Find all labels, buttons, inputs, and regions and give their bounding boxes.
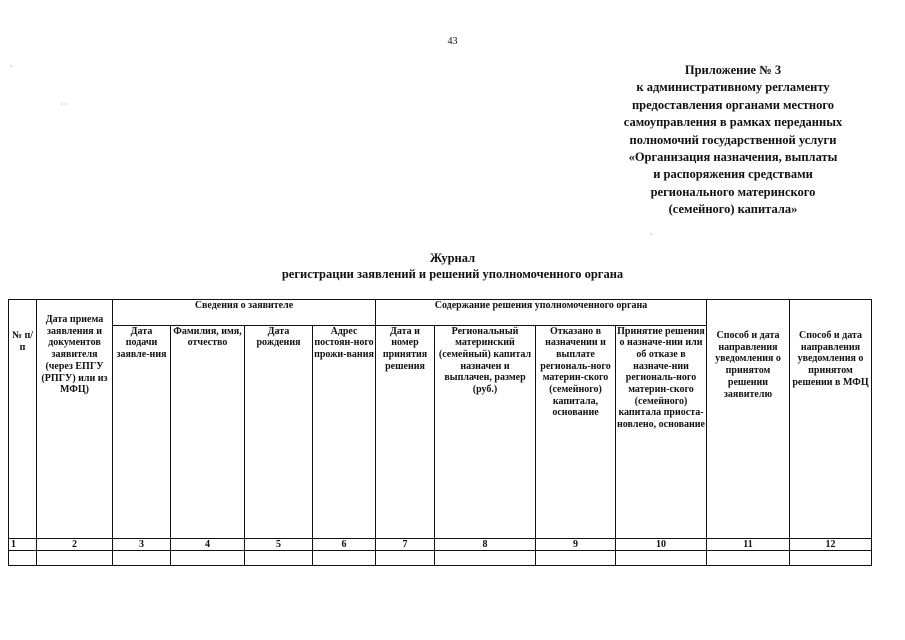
column-header: Дата подачи заявле-ния xyxy=(113,325,171,538)
column-number: 12 xyxy=(790,539,872,551)
empty-cell xyxy=(536,551,616,566)
column-number: 3 xyxy=(113,539,171,551)
empty-cell xyxy=(435,551,536,566)
appendix-line: предоставления органами местного xyxy=(631,97,835,112)
column-number: 1 xyxy=(9,539,37,551)
scan-speck: · xyxy=(10,62,13,71)
column-number: 2 xyxy=(37,539,113,551)
column-header: Дата приема заявления и документов заявителя (через ЕПГУ (РПГУ) или из МФЦ) xyxy=(37,300,113,539)
column-number: 10 xyxy=(616,539,707,551)
column-header: Адрес постоян-ного прожи-вания xyxy=(313,325,376,538)
empty-cell xyxy=(707,551,790,566)
column-header: Способ и дата направления уведомления о принятом решении заявителю xyxy=(707,300,790,539)
column-number: 7 xyxy=(376,539,435,551)
empty-cell xyxy=(790,551,872,566)
empty-cell xyxy=(313,551,376,566)
appendix-line: и распоряжения средствами xyxy=(653,167,813,182)
column-number-row xyxy=(9,539,872,551)
empty-cell xyxy=(37,551,113,566)
scan-speck: · xyxy=(650,230,653,239)
header-group-row xyxy=(9,300,872,326)
appendix-line: (семейного) капитала» xyxy=(668,202,798,217)
column-number: 6 xyxy=(313,539,376,551)
column-header: Фамилия, имя, отчество xyxy=(171,325,245,538)
appendix-header xyxy=(583,62,883,219)
appendix-line: самоуправления в рамках переданных xyxy=(623,115,843,130)
empty-cell xyxy=(171,551,245,566)
column-number: 4 xyxy=(171,539,245,551)
scan-speck: · · xyxy=(60,100,68,109)
empty-cell xyxy=(376,551,435,566)
empty-data-row xyxy=(9,551,872,566)
column-header: № п/п xyxy=(9,300,37,539)
applicant-group-header: Сведения о заявителе xyxy=(113,300,376,326)
journal-title: Журнал xyxy=(429,251,476,265)
empty-cell xyxy=(245,551,313,566)
page-number: 43 xyxy=(447,36,458,47)
column-header: Дата рождения xyxy=(245,325,313,538)
column-number: 5 xyxy=(245,539,313,551)
appendix-line: «Организация назначения, выплаты xyxy=(628,150,838,165)
column-header: Принятие решения о назначе-нии или об отказе в назначе-нии региональ-ного материн-ского (семейного) капитала приоста-новлено, основание xyxy=(616,325,707,538)
appendix-title: Приложение № 3 xyxy=(684,63,782,77)
journal-heading xyxy=(200,250,705,282)
column-number: 11 xyxy=(707,539,790,551)
appendix-line: к административному регламенту xyxy=(636,80,830,95)
column-number: 8 xyxy=(435,539,536,551)
empty-cell xyxy=(616,551,707,566)
column-header: Дата и номер принятия решения xyxy=(376,325,435,538)
journal-table xyxy=(8,299,872,566)
decision-group-header: Содержание решения уполномоченного органа xyxy=(376,300,707,326)
appendix-line: полномочий государственной услуги xyxy=(629,132,837,147)
empty-cell xyxy=(113,551,171,566)
journal-subtitle: регистрации заявлений и решений уполномоченного органа xyxy=(281,267,624,281)
column-header: Способ и дата направления уведомления о принятом решении в МФЦ xyxy=(790,300,872,539)
column-header: Отказано в назначении и выплате региональ-ного материн-ского (семейного) капитала, основание xyxy=(536,325,616,538)
column-header: Региональный материнский (семейный) капитал назначен и выплачен, размер (руб.) xyxy=(435,325,536,538)
appendix-line: регионального материнского xyxy=(650,184,816,199)
column-number: 9 xyxy=(536,539,616,551)
empty-cell xyxy=(9,551,37,566)
